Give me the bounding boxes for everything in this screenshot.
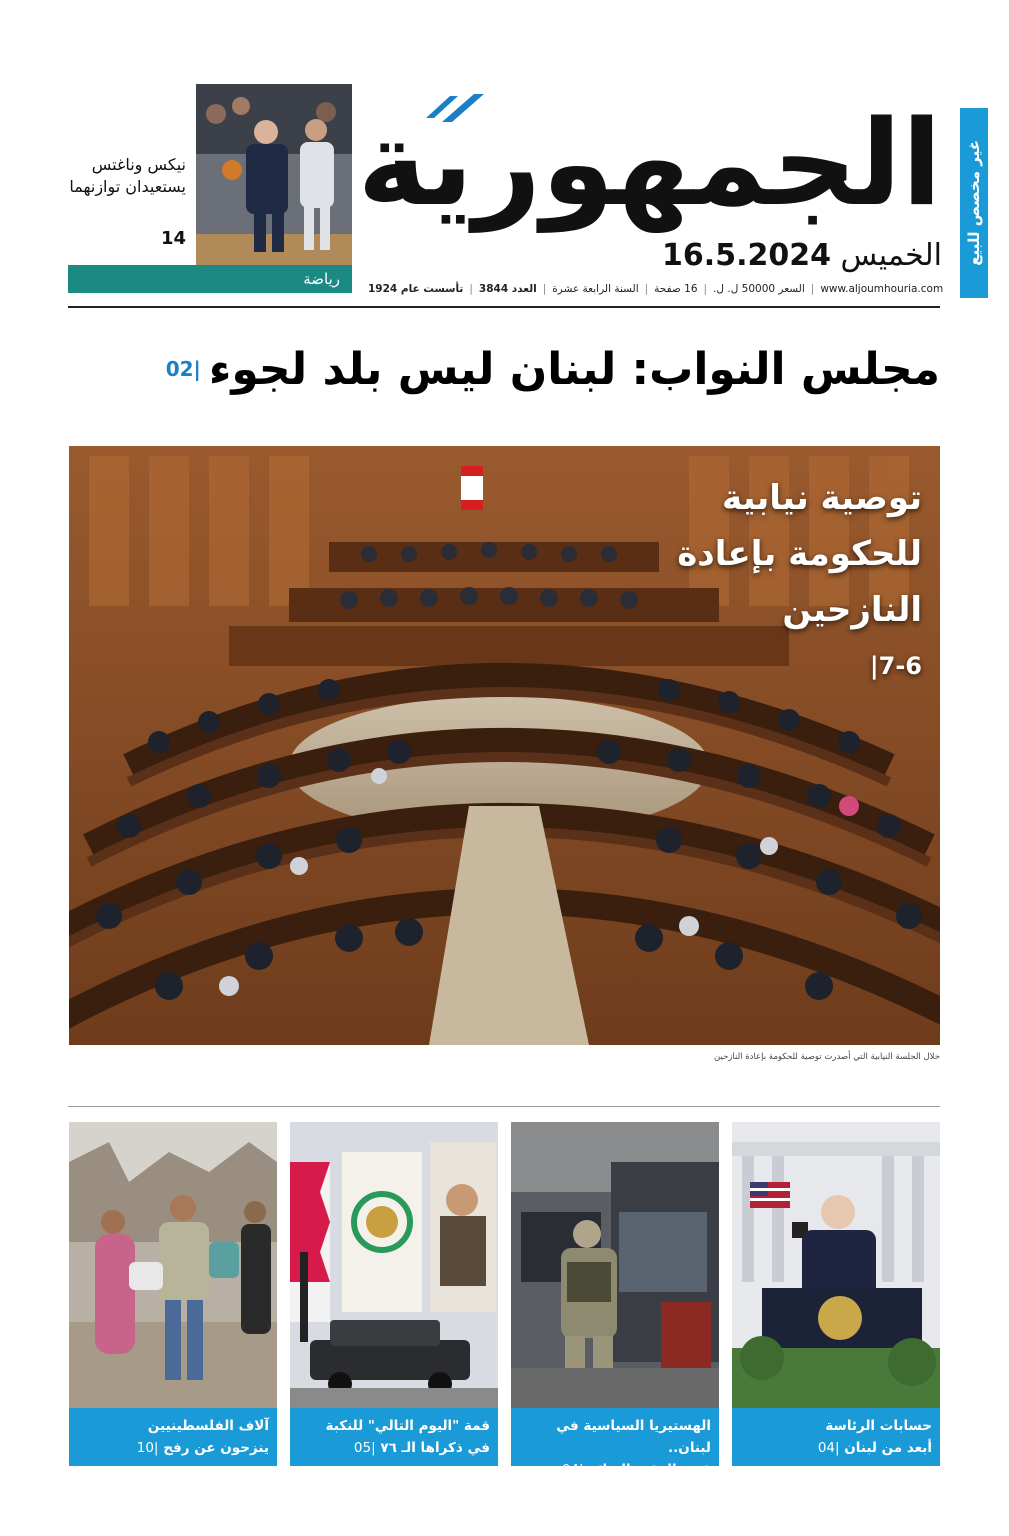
- main-story-overlay-title[interactable]: توصية نيابية للحكومة بإعادة النازحين: [677, 478, 922, 630]
- issue-day: الخميس: [840, 238, 942, 273]
- story-line-2: قوى الوقت الضائع |04: [561, 1462, 711, 1478]
- story-headline-bar[interactable]: [69, 1408, 277, 1466]
- story-line-1: آلاف الفلسطينيين: [147, 1418, 269, 1434]
- issue-date: [600, 238, 942, 273]
- story-page-ref: 04: [817, 1440, 836, 1456]
- section-divider: [68, 1106, 940, 1107]
- sports-page-number: 14: [160, 228, 186, 249]
- story-headline-bar[interactable]: [732, 1408, 940, 1466]
- story-card[interactable]: [511, 1122, 719, 1478]
- story-photo-summit[interactable]: [290, 1122, 498, 1408]
- issue-number: العدد 3844: [478, 283, 537, 295]
- story-photo-rafah[interactable]: [69, 1122, 277, 1408]
- main-story-page-ref: |7-6: [869, 652, 922, 680]
- sports-photo[interactable]: [196, 84, 352, 265]
- story-photo-soldier[interactable]: [511, 1122, 719, 1408]
- story-line-1: قمة "اليوم التالي" للنكبة: [325, 1418, 490, 1434]
- story-page-ref: 10: [136, 1440, 154, 1456]
- separator: |: [703, 283, 708, 295]
- separator: |: [810, 283, 815, 295]
- story-line-1: الهستيريا السياسية في لبنان..: [556, 1418, 711, 1456]
- sports-teaser-text[interactable]: نيكس وناغتس يستعيدان توازنهما: [69, 155, 186, 196]
- issue-date-value: 16.5.2024: [662, 238, 831, 273]
- story-page-ref: 04: [561, 1462, 579, 1478]
- headline-page-ref: 02|: [165, 357, 201, 381]
- story-page-ref: 05: [353, 1440, 372, 1456]
- separator: |: [644, 283, 649, 295]
- story-line-1: حسابات الرئاسة: [825, 1418, 932, 1434]
- story-card[interactable]: [732, 1122, 940, 1466]
- masthead-logo: [357, 80, 942, 242]
- story-photo-biden[interactable]: [732, 1122, 940, 1408]
- masthead-title: الجمهورية: [357, 94, 942, 232]
- issue-info-bar: [368, 283, 942, 295]
- story-headline-bar[interactable]: [511, 1408, 719, 1478]
- story-line-2: في ذكراها الـ ٧٦ |05: [353, 1440, 490, 1456]
- price-info: السعر 50000 ل. ل.: [713, 283, 805, 295]
- story-line-2: أبعد من لبنان |04: [817, 1440, 932, 1456]
- masthead-divider: [68, 306, 940, 308]
- year-info: السنة الرابعة عشرة: [552, 283, 639, 295]
- story-headline-bar[interactable]: [290, 1408, 498, 1466]
- main-headline[interactable]: [68, 334, 940, 404]
- founded-info: تأسست عام 1924: [368, 283, 464, 295]
- sports-section-label[interactable]: رياضة: [68, 265, 352, 293]
- separator: |: [542, 283, 547, 295]
- story-card[interactable]: [69, 1122, 277, 1466]
- story-line-2: ينزحون عن رفح |10: [136, 1440, 269, 1456]
- headline-text[interactable]: مجلس النواب: لبنان ليس بلد لجوء: [208, 343, 940, 395]
- pages-info: 16 صفحة: [654, 283, 698, 295]
- story-card[interactable]: [290, 1122, 498, 1466]
- not-for-sale-badge: [960, 108, 988, 298]
- not-for-sale-text: غير مخصص للبيع: [965, 140, 983, 266]
- website-link[interactable]: www.aljoumhouria.com: [820, 283, 944, 295]
- photo-caption: خلال الجلسة النيابية التي أصدرت توصية للحكومة بإعادة النازحين: [714, 1052, 940, 1062]
- separator: |: [469, 283, 473, 295]
